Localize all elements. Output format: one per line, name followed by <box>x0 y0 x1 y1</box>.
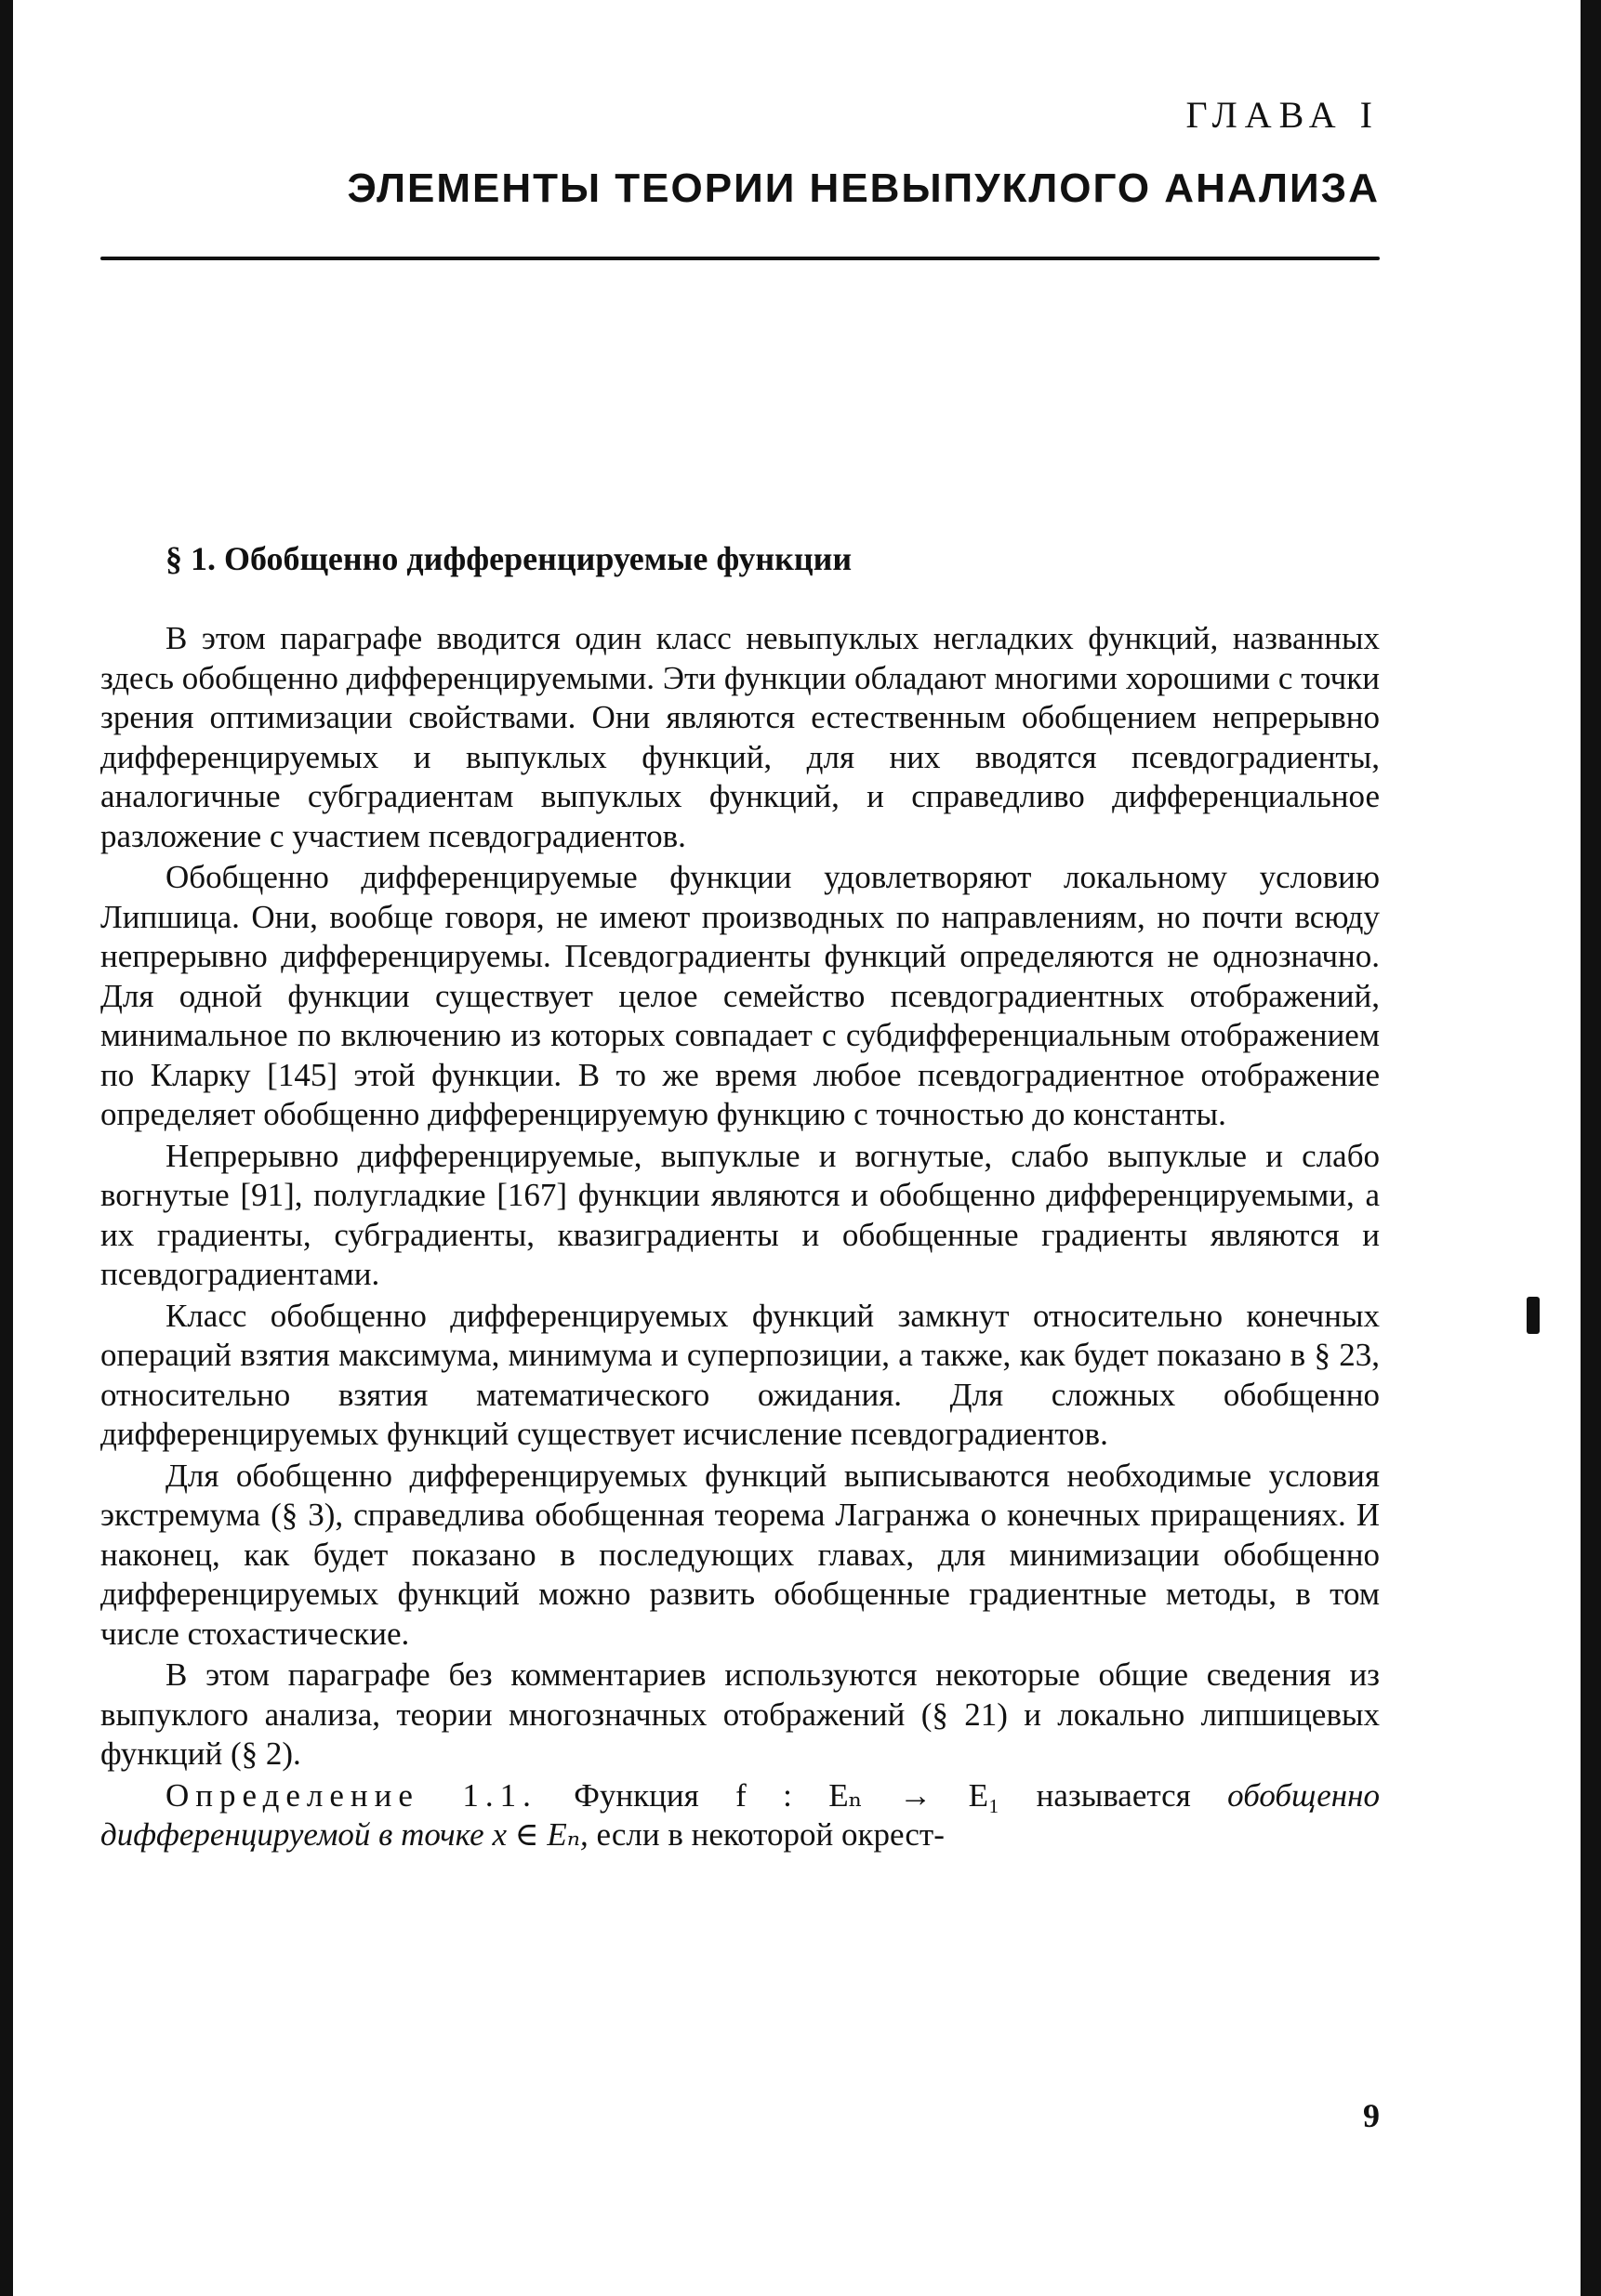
chapter-label: ГЛАВА I <box>1185 94 1380 136</box>
paragraph-6: В этом параграфе без комментариев используются некоторые общие сведения из выпуклого анализа, теории многозначных отображений (§ 21) и локально липшицевых функций (§ 2). <box>100 1656 1380 1772</box>
paragraph-3: Непрерывно дифференцируемые, выпуклые и вогнутые, слабо выпуклые и слабо вогнутые [91], полугладкие [167] функции являются и обобщенно дифференцируемыми, а их градиенты, субградиенты, квазиградиенты и обобщенные градиенты являются и псевдоградиентами. <box>100 1137 1380 1292</box>
definition-label: Определение 1.1. <box>165 1776 537 1814</box>
body-text <box>100 619 1380 1855</box>
scan-right-edge <box>1581 0 1601 2296</box>
chapter-title: ЭЛЕМЕНТЫ ТЕОРИИ НЕВЫПУКЛОГО АНАЛИЗА <box>347 165 1380 211</box>
page-number: 9 <box>1363 2097 1380 2134</box>
definition-tail-text: если в некоторой окрест- <box>596 1816 945 1853</box>
scan-edge-mark <box>1527 1297 1540 1334</box>
paragraph-4: Класс обобщенно дифференцируемых функций замкнут относительно конечных операций взятия максимума, минимума и суперпозиции, а также, как будет показано в § 23, относительно взятия математического ожидания. Для сложных обобщенно дифференцируемых функций существует исчисление псевдоградиентов. <box>100 1297 1380 1452</box>
chapter-divider <box>100 257 1380 260</box>
section-title: § 1. Обобщенно дифференцируемые функции <box>165 540 853 577</box>
paragraph-5: Для обобщенно дифференцируемых функций выписываются необходимые условия экстремума (§ 3), справедлива обобщенная теорема Лагранжа о конечных приращениях. И наконец, как будет показано в последующих главах, для минимизации обобщенно дифференцируемых функций можно развить обобщенные градиентные методы, в том числе стохастические. <box>100 1457 1380 1652</box>
paragraph-2: Обобщенно дифференцируемые функции удовлетворяют локальному условию Липшица. Они, вообще говоря, не имеют производных по направлениям, но почти всюду непрерывно дифференцируемы. Псевдоградиенты функций определяются не однозначно. Для одной функции существует целое семейство псевдоградиентных отображений, минимальное по включению из которых совпадает с субдифференциальным отображением по Кларку [145] этой функции. В то же время любое псевдоградиентное отображение определяет обобщенно дифференцируемую функцию с точностью до константы. <box>100 859 1380 1132</box>
definition-1-1 <box>100 1776 1380 1855</box>
definition-plain-text: Функция f : Eₙ → E₁ называется <box>574 1776 1191 1814</box>
definition-italic-term: обобщенно дифференцируемой в точке x ∈ Eₙ, <box>100 1776 1381 1853</box>
scan-left-edge <box>0 0 13 2296</box>
paragraph-1: В этом параграфе вводится один класс невыпуклых негладких функций, названных здесь обобщенно дифференцируемыми. Эти функции обладают многими хорошими с точки зрения оптимизации свойствами. Они являются естественным обобщением непрерывно дифференцируемых и выпуклых функций, для них вводятся псевдоградиенты, аналогичные субградиентам выпуклых функций, и справедливо дифференциальное разложение с участием псевдоградиентов. <box>100 620 1380 854</box>
